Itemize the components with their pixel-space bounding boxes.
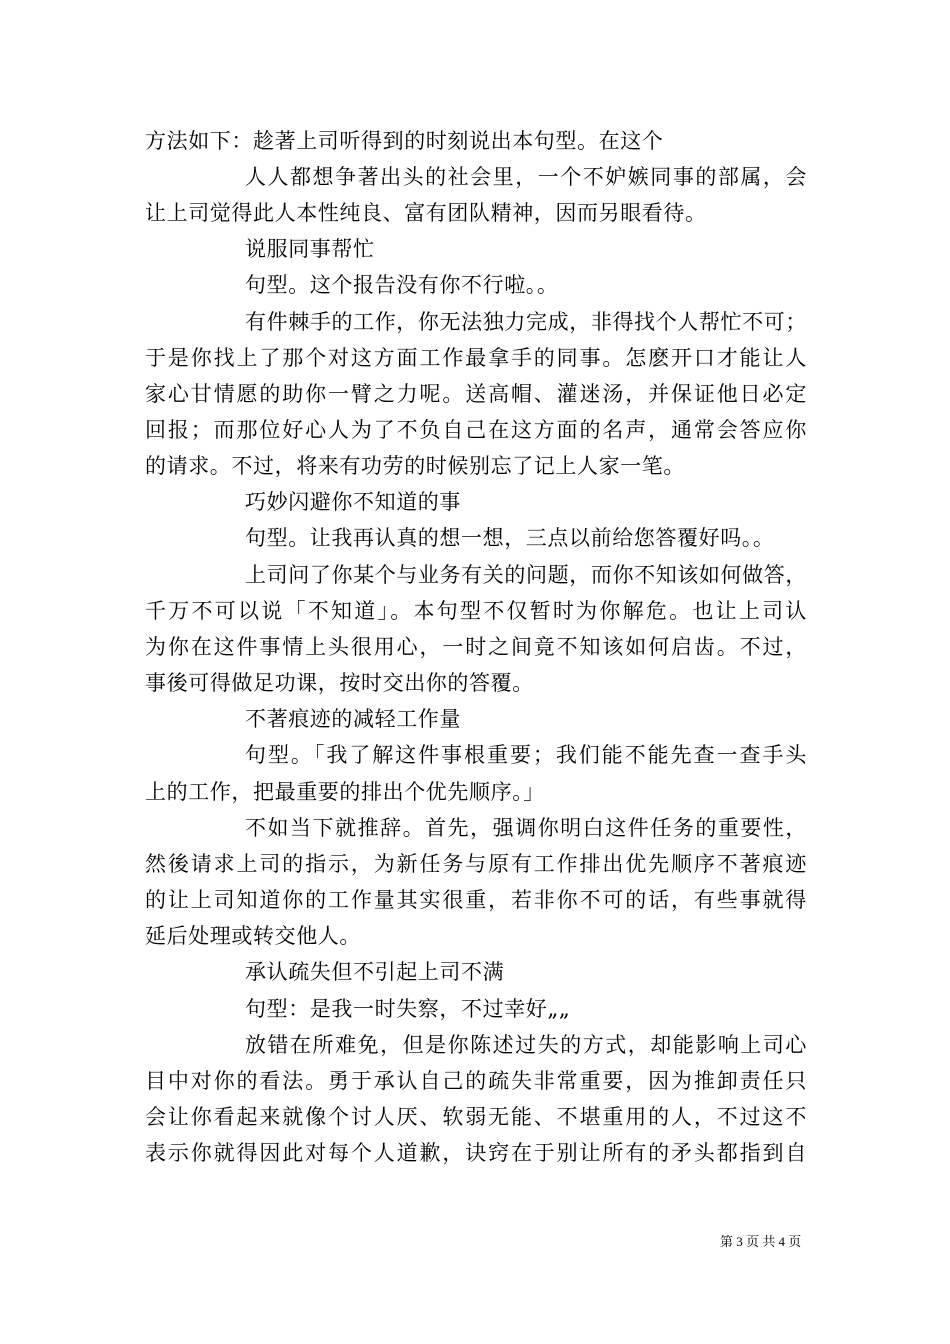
text-line: 然後请求上司的指示，为新任务与原有工作排出优先顺序不著痕迹	[145, 852, 807, 876]
text-line: 上的工作，把最重要的排出个优先顺序。」	[145, 780, 545, 804]
section-heading: 不著痕迹的减轻工作量	[245, 707, 461, 731]
text-line: 的请求。不过，将来有功劳的时候别忘了记上人家一笔。	[145, 454, 685, 478]
text-line: 表示你就得因此对每个人道歉，诀窍在于别让所有的矛头都指到自	[145, 1141, 807, 1165]
text-line: 人人都想争著出头的社会里，一个不妒嫉同事的部属，会	[245, 165, 807, 189]
text-line: 句型。这个报告没有你不行啦。。	[245, 273, 559, 297]
text-line: 不如当下就推辞。首先，强调你明白这件任务的重要性，	[245, 816, 807, 840]
text-line: 句型：是我一时失察，不过幸好„„	[245, 997, 571, 1021]
section-heading: 巧妙闪避你不知道的事	[245, 490, 461, 514]
text-line: 放错在所难免，但是你陈述过失的方式，却能影响上司心	[245, 1033, 807, 1057]
text-line: 句型。「我了解这件事根重要；我们能不能先查一查手头	[245, 743, 807, 767]
page-number-footer: 第 3 页 共 4 页	[720, 1234, 802, 1249]
text-line: 为你在这件事情上头很用心，一时之间竟不知该如何启齿。不过，	[145, 635, 807, 659]
text-line: 会让你看起来就像个讨人厌、软弱无能、不堪重用的人，不过这不	[145, 1105, 807, 1129]
text-line: 有件棘手的工作，你无法独力完成，非得找个人帮忙不可；	[245, 310, 807, 334]
text-line: 于是你找上了那个对这方面工作最拿手的同事。怎麽开口才能让人	[145, 346, 807, 370]
text-line: 事後可得做足功课，按时交出你的答覆。	[145, 671, 534, 695]
text-line: 方法如下：趁著上司听得到的时刻说出本句型。在这个	[145, 129, 664, 153]
text-line: 的让上司知道你的工作量其实很重，若非你不可的话，有些事就得	[145, 888, 807, 912]
text-line: 回报；而那位好心人为了不负自己在这方面的名声，通常会答应你	[145, 418, 807, 442]
text-line: 千万不可以说「不知道」。本句型不仅暂时为你解危。也让上司认	[145, 599, 807, 623]
text-line: 延后处理或转交他人。	[145, 924, 361, 948]
section-heading: 承认疏失但不引起上司不满	[245, 960, 505, 984]
text-line: 目中对你的看法。勇于承认自己的疏失非常重要，因为推卸责任只	[145, 1069, 807, 1093]
text-line: 让上司觉得此人本性纯良、富有团队精神，因而另眼看待。	[145, 201, 707, 225]
text-line: 上司问了你某个与业务有关的问题，而你不知该如何做答，	[245, 563, 807, 587]
text-line: 家心甘情愿的助你一臂之力呢。送高帽、灌迷汤，并保证他日必定	[145, 382, 807, 406]
text-line: 句型。让我再认真的想一想，三点以前给您答覆好吗。。	[245, 526, 775, 550]
section-heading: 说服同事帮忙	[245, 237, 375, 261]
